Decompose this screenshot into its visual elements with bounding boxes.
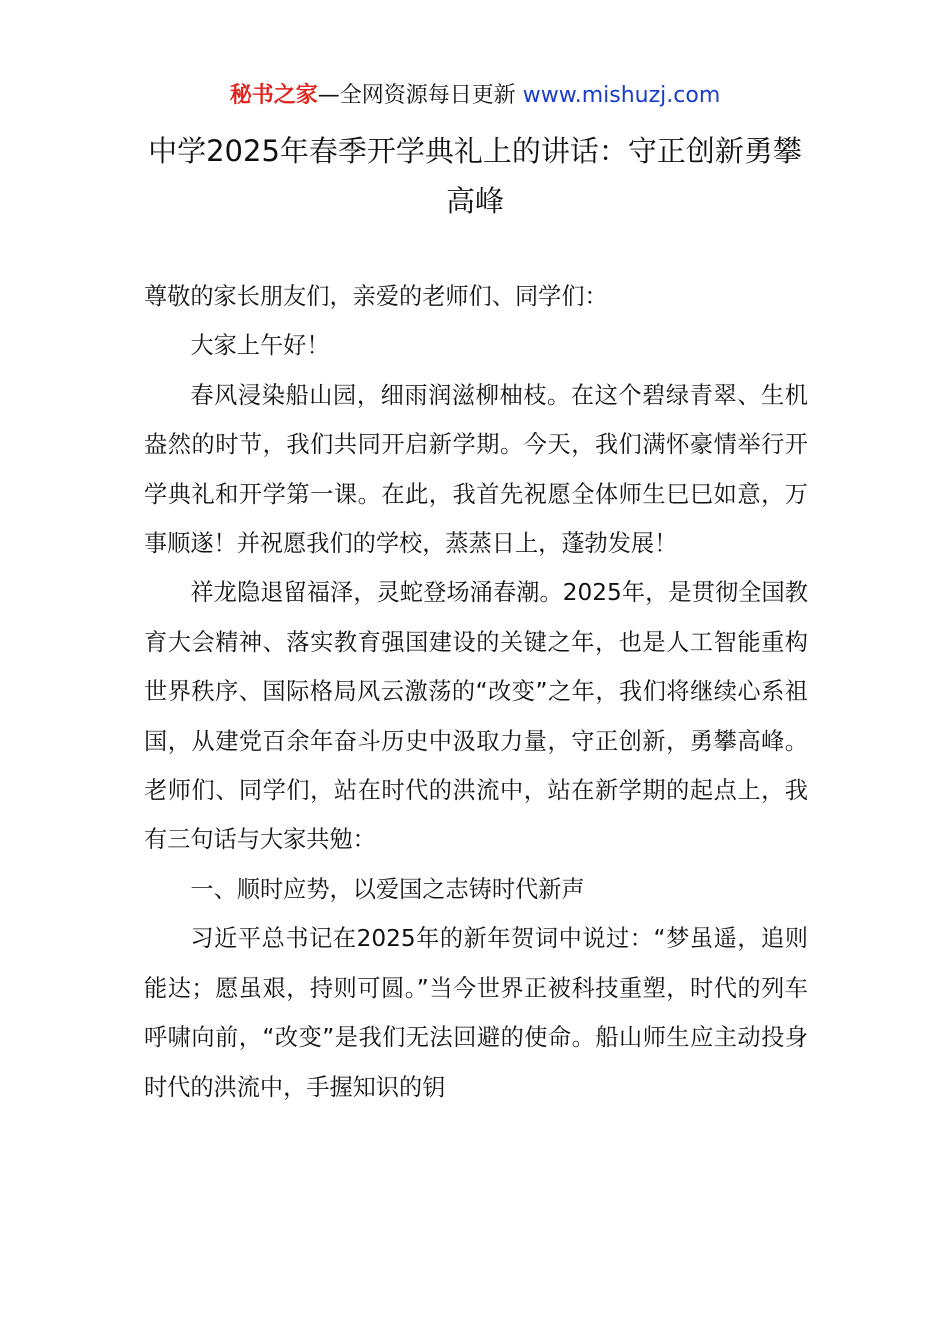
salutation: 尊敬的家长朋友们，亲爱的老师们、同学们： — [144, 283, 608, 310]
site-header — [0, 80, 950, 112]
body-paragraph: 祥龙隐退留福泽，灵蛇登场涌春潮。2025年，是贯彻全国教育大会精神、落实教育强国建设的关键之年，也是人工智能重构世界秩序、国际格局风云激荡的“改变”之年，我们将继续心系祖国，从建党百余年奋斗历史中汲取力量，守正创新，勇攀高峰。老师们、同学们，站在时代的洪流中，站在新学期的起点上，我有三句话与大家共勉： — [144, 579, 808, 854]
document-title: 中学2025年春季开学典礼上的讲话：守正创新勇攀高峰 — [148, 134, 802, 218]
section-heading: 一、顺时应势，以爱国之志铸时代新声 — [190, 875, 585, 903]
site-tagline: —全网资源每日更新 — [317, 83, 516, 108]
site-brand: 秘书之家 — [229, 83, 318, 108]
document-body — [144, 272, 808, 1112]
greeting: 大家上午好！ — [190, 332, 330, 360]
section-paragraph: 习近平总书记在2025年的新年贺词中说过：“梦虽遥，追则能达；愿虽艰，持则可圆。”当今世界正被科技重塑，时代的列车呼啸向前，“改变”是我们无法回避的使命。船山师生应主动投身时代的洪流中，手握知识的钥 — [144, 925, 808, 1101]
body-paragraph: 春风浸染船山园，细雨润滋柳柚枝。在这个碧绿青翠、生机盎然的时节，我们共同开启新学期。今天，我们满怀豪情举行开学典礼和开学第一课。在此，我首先祝愿全体师生巳巳如意，万事顺遂！并祝愿我们的学校，蒸蒸日上，蓬勃发展！ — [144, 381, 808, 558]
site-url-link[interactable]: www.mishuzj.com — [522, 83, 721, 108]
